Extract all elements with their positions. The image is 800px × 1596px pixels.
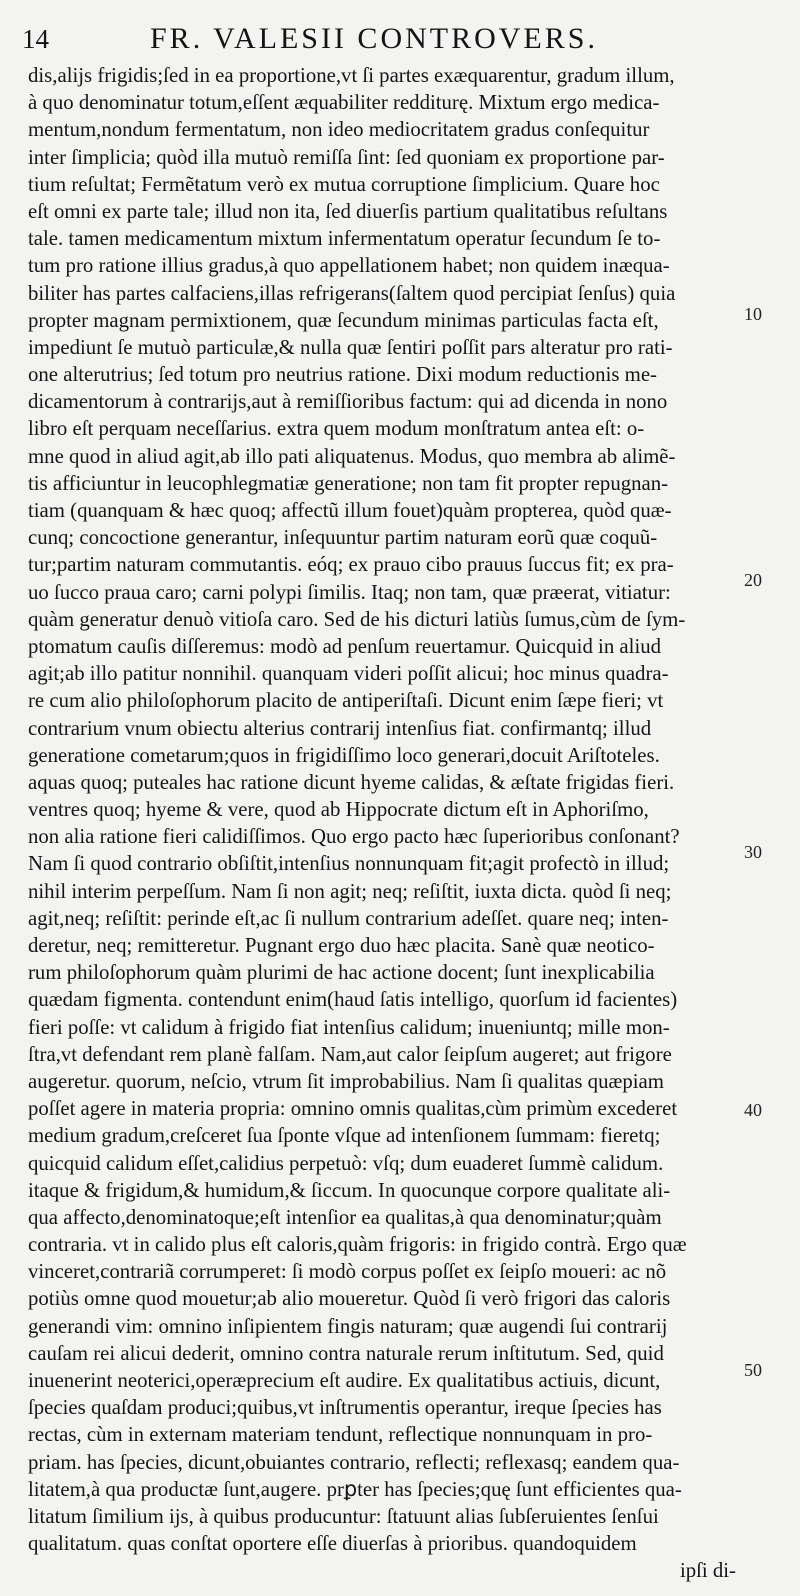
margin-line-number: 20: [744, 570, 762, 590]
text-line: qualitatum. quas conſtat oportere eſſe diuerſas à prioribus. quandoquidem: [28, 1532, 637, 1556]
text-line: nihil interim perpeſſum. Nam ſi non agit; neq; reſiſtit, iuxta dicta. quòd ſi neq;: [28, 879, 672, 903]
text-line: generatione cometarum;quos in frigidiſſimo loco generari,docuit Ariſtoteles.: [28, 743, 660, 767]
text-line: rum philoſophorum quàm plurimi de hac actione docent; ſunt inexplicabilia: [28, 961, 655, 985]
text-line: inuenerint neoterici,operæprecium eſt audire. Ex qualitatibus actiuis, dicunt,: [28, 1369, 661, 1392]
text-line: agit;ab illo patitur nonnihil. quanquam videri poſſit alicui; hoc minus quadra-: [28, 662, 669, 686]
margin-line-number: 40: [744, 1100, 762, 1120]
text-line: dicamentorum à contrarijs,aut à remiſſioribus factum: qui ad dicenda in nono: [28, 390, 668, 414]
margin-line-number: 30: [744, 842, 762, 862]
text-line: dis,alijs frigidis;ſed in ea proportione,vt ſi partes exæquarentur, gradum illum,: [28, 64, 675, 87]
text-line: non alia ratione fieri calidiſſimos. Quo ergo pacto hæc ſuperioribus conſonant?: [28, 825, 680, 849]
text-line: tum pro ratione illius gradus,à quo appellationem habet; non quidem inæqua-: [28, 254, 670, 278]
text-line: deretur, neq; remitteretur. Pugnant ergo duo hæc placita. Sanè quæ neotico-: [28, 934, 655, 957]
text-line: itaque & frigidum,& humidum,& ſiccum. In quocunque corpore qualitate ali-: [28, 1178, 671, 1202]
text-line: mentum,nondum fermentatum, non ideo mediocritatem gradus conſequitur: [28, 118, 650, 142]
margin-line-number: 50: [744, 1360, 762, 1380]
text-line: ptomatum cauſis diſſeremus: modò ad penſum reuertamur. Quicquid in aliud: [28, 634, 662, 658]
text-line: contraria. vt in calido plus eſt caloris,quàm frigoris: in frigido contrà. Ergo quæ: [28, 1233, 687, 1257]
text-line: contrarium vnum obiectu alterius contrarij intenſius fiat. confirmantq; illud: [28, 716, 652, 740]
text-line: ventres quoq; hyeme & vere, quod ab Hippocrate dictum eſt in Aphoriſmo,: [28, 798, 649, 822]
body-text: [28, 62, 736, 1585]
margin-line-number: 10: [744, 304, 762, 324]
text-line: medium gradum,creſceret ſua ſponte vſque ad intenſionem ſummam: fieretq;: [28, 1124, 661, 1148]
text-line: agit,neq; reſiſtit: perinde eſt,ac ſi nullum contrarium adeſſet. quare neq; inten-: [28, 906, 669, 930]
text-line: tium reſultat; Fermẽtatum verò ex mutua corruptione ſimplicium. Quare hoc: [28, 172, 660, 196]
page-number: 14: [22, 24, 49, 54]
text-line: quædam figmenta. contendunt enim(haud ſatis intelligo, quorſum id facientes): [28, 988, 678, 1012]
text-line: propter magnam permixtionem, quæ ſecundum minimas particulas facta eſt,: [28, 308, 659, 332]
text-line: poſſet agere in materia propria: omnino omnis qualitas,cùm primùm excederet: [28, 1097, 678, 1121]
text-line: cauſam rei alicui dederit, omnino contra naturale rerum inſtitutum. Sed, quid: [28, 1341, 664, 1365]
text-line: ipſi di-: [679, 1559, 736, 1583]
text-line: re cum alio philoſophorum placito de antiperiſtaſi. Dicunt enim ſæpe fieri; vt: [28, 689, 664, 713]
text-line: tiam (quanquam & hæc quoq; affectũ illum fouet)quàm propterea, quòd quæ-: [28, 499, 672, 522]
text-line: rectas, cùm in externam materiam tendunt, reflectique nonnunquam in pro-: [28, 1423, 653, 1447]
text-line: generandi vim: omnino inſipientem fingis naturam; quæ augendi ſui contrarij: [28, 1314, 668, 1338]
text-line: quàm generatur denuò vitioſa caro. Sed de his dicturi latiùs ſumus,cùm de ſym-: [28, 607, 686, 631]
text-line: aquas quoq; puteales hac ratione dicunt hyeme calidas, & æſtate frigidas fieri.: [28, 770, 675, 794]
text-line: inter ſimplicia; quòd illa mutuò remiſſa ſint: ſed quoniam ex proportione par-: [28, 145, 665, 169]
text-line: litatum ſimilium ijs, à quibus producuntur: ſtatuunt alias ſubſeruientes ſenſui: [28, 1504, 659, 1528]
text-line: à quo denominatur totum,eſſent æquabiliter redditurę. Mixtum ergo medica-: [28, 91, 660, 115]
text-line: impediunt ſe mutuò particulæ,& nulla quæ ſentiri poſſit pars alteratur pro rati-: [28, 335, 673, 359]
text-line: mne quod in aliud agit,ab illo pati aliquatenus. Modus, quo membra ab alimẽ-: [28, 444, 676, 468]
text-line: Nam ſi quod contrario obſiſtit,intenſius nonnunquam fit;agit profectò in illud;: [28, 852, 670, 876]
text-line: ſtra,vt defendant rem planè falſam. Nam,aut calor ſeipſum augeret; aut frigore: [28, 1042, 672, 1066]
text-line: vinceret,contrariã corrumperet: ſi modò corpus poſſet ex ſeipſo moueri: ac nõ: [28, 1260, 667, 1284]
page-header: [22, 18, 760, 58]
text-line: fieri poſſe: vt calidum à frigido fiat intenſius calidum; inueniuntq; mille mon-: [28, 1015, 670, 1039]
running-head: FR. VALESII CONTROVERS.: [150, 22, 598, 55]
text-line: ſpecies quaſdam produci;quibus,vt inſtrumentis operantur, ireque ſpecies has: [28, 1396, 662, 1420]
text-line: quicquid calidum eſſet,calidius perpetuò: vſq; dum euaderet ſummè calidum.: [28, 1151, 664, 1175]
text-line: biliter has partes calfaciens,illas refrigerans(ſaltem quod percipiat ſenſus) quia: [28, 281, 676, 305]
text-line: one alterutrius; ſed totum pro neutrius ratione. Dixi modum reductionis me-: [28, 363, 657, 387]
text-line: potiùs omne quod mouetur;ab alio moueretur. Quòd ſi verò frigori das caloris: [28, 1287, 671, 1311]
text-line: qua affecto,denominatoque;eſt intenſior ea qualitas,à qua denominatur;quàm: [28, 1205, 662, 1229]
text-line: tis afficiuntur in leucophlegmatiæ generatione; non tam fit propter repugnan-: [28, 471, 669, 495]
text-line: augeretur. quorum, neſcio, vtrum ſit improbabilius. Nam ſi qualitas quæpiam: [28, 1069, 664, 1093]
text-line: tur;partim naturam commutantis. eóq; ex prauo cibo prauus ſuccus fit; ex pra-: [28, 553, 674, 577]
text-line: tale. tamen medicamentum mixtum infermentatum operatur ſecundum ſe to-: [28, 227, 661, 251]
text-line: uo ſucco praua caro; carni polypi ſimilis. Itaq; non tam, quæ præerat, vitiatur:: [28, 580, 671, 604]
text-line: cunq; concoctione generantur, inſequuntur partim naturam eorũ quæ coquũ-: [28, 526, 658, 550]
text-line: libro eſt perquam neceſſarius. extra quem modum monſtratum antea eſt: o-: [28, 417, 645, 441]
text-line: priam. has ſpecies, dicunt,obuiantes contrario, reflecti; reflexasq; eandem qua-: [28, 1450, 680, 1474]
text-line: eſt omni ex parte tale; illud non ita, ſed diuerſis partium qualitatibus reſultans: [28, 199, 668, 223]
text-line: litatem,à qua productæ ſunt,augere. prꝑter has ſpecies;quę ſunt efficientes qua-: [28, 1477, 682, 1501]
